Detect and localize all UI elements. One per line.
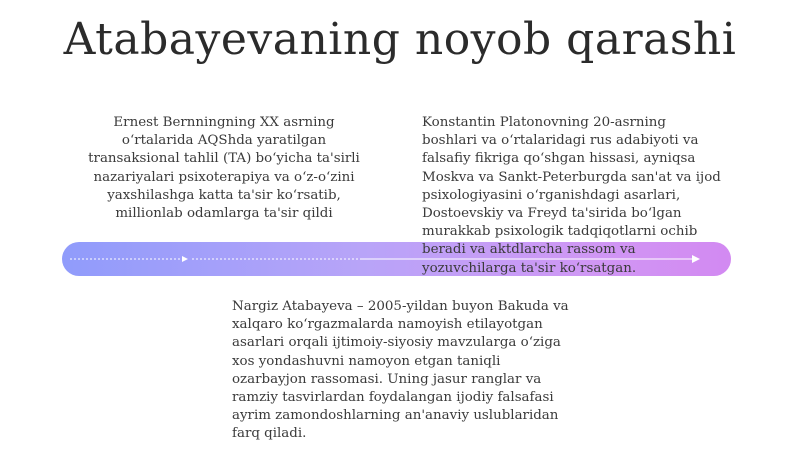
berne-text-block: Ernest Bernningning XX asrning o‘rtalarida AQShda yaratilgan transaksional tahlil (TA) bo‘yicha ta'sirli nazariyalari psixoterapiya va o‘z-o‘zini yaxshilashga katta ta'sir ko‘rsatib, millionlab odamlarga ta'sir qildi bbox=[88, 115, 360, 222]
platonov-text-block: Konstantin Platonovning 20-asrning boshlari va o‘rtalaridagi rus adabiyoti va falsafiy fikriga qo‘shgan hissasi, ayniqsa Moskva va Sankt-Peterburgda san'at va ijod psixologiyasini o‘rganishdagi asarlari, Dostoevskiy va Freyd ta'sirida bo‘lgan murakkab psixologik tadqiqotlarni ochib beradi va aktdlarcha rassom va yozuvchilarga ta'sir ko‘rsatgan. bbox=[422, 115, 721, 276]
page-title: Atabayevaning noyob qarashi bbox=[63, 14, 737, 65]
atabayeva-text-block: Nargiz Atabayeva – 2005-yildan buyon Bakuda va xalqaro ko‘rgazmalarda namoyish etilayotgan asarlari orqali ijtimoiy-siyosiy mavzularga o‘ziga xos yondashuvni namoyon etgan taniqli ozarbayjon rassomasi. Uning jasur ranglar va ramziy tasvirlardan foydalangan ijodiy falsafasi ayrim zamondoshlarning an'anaviy uslublaridan farq qiladi. bbox=[232, 299, 569, 442]
